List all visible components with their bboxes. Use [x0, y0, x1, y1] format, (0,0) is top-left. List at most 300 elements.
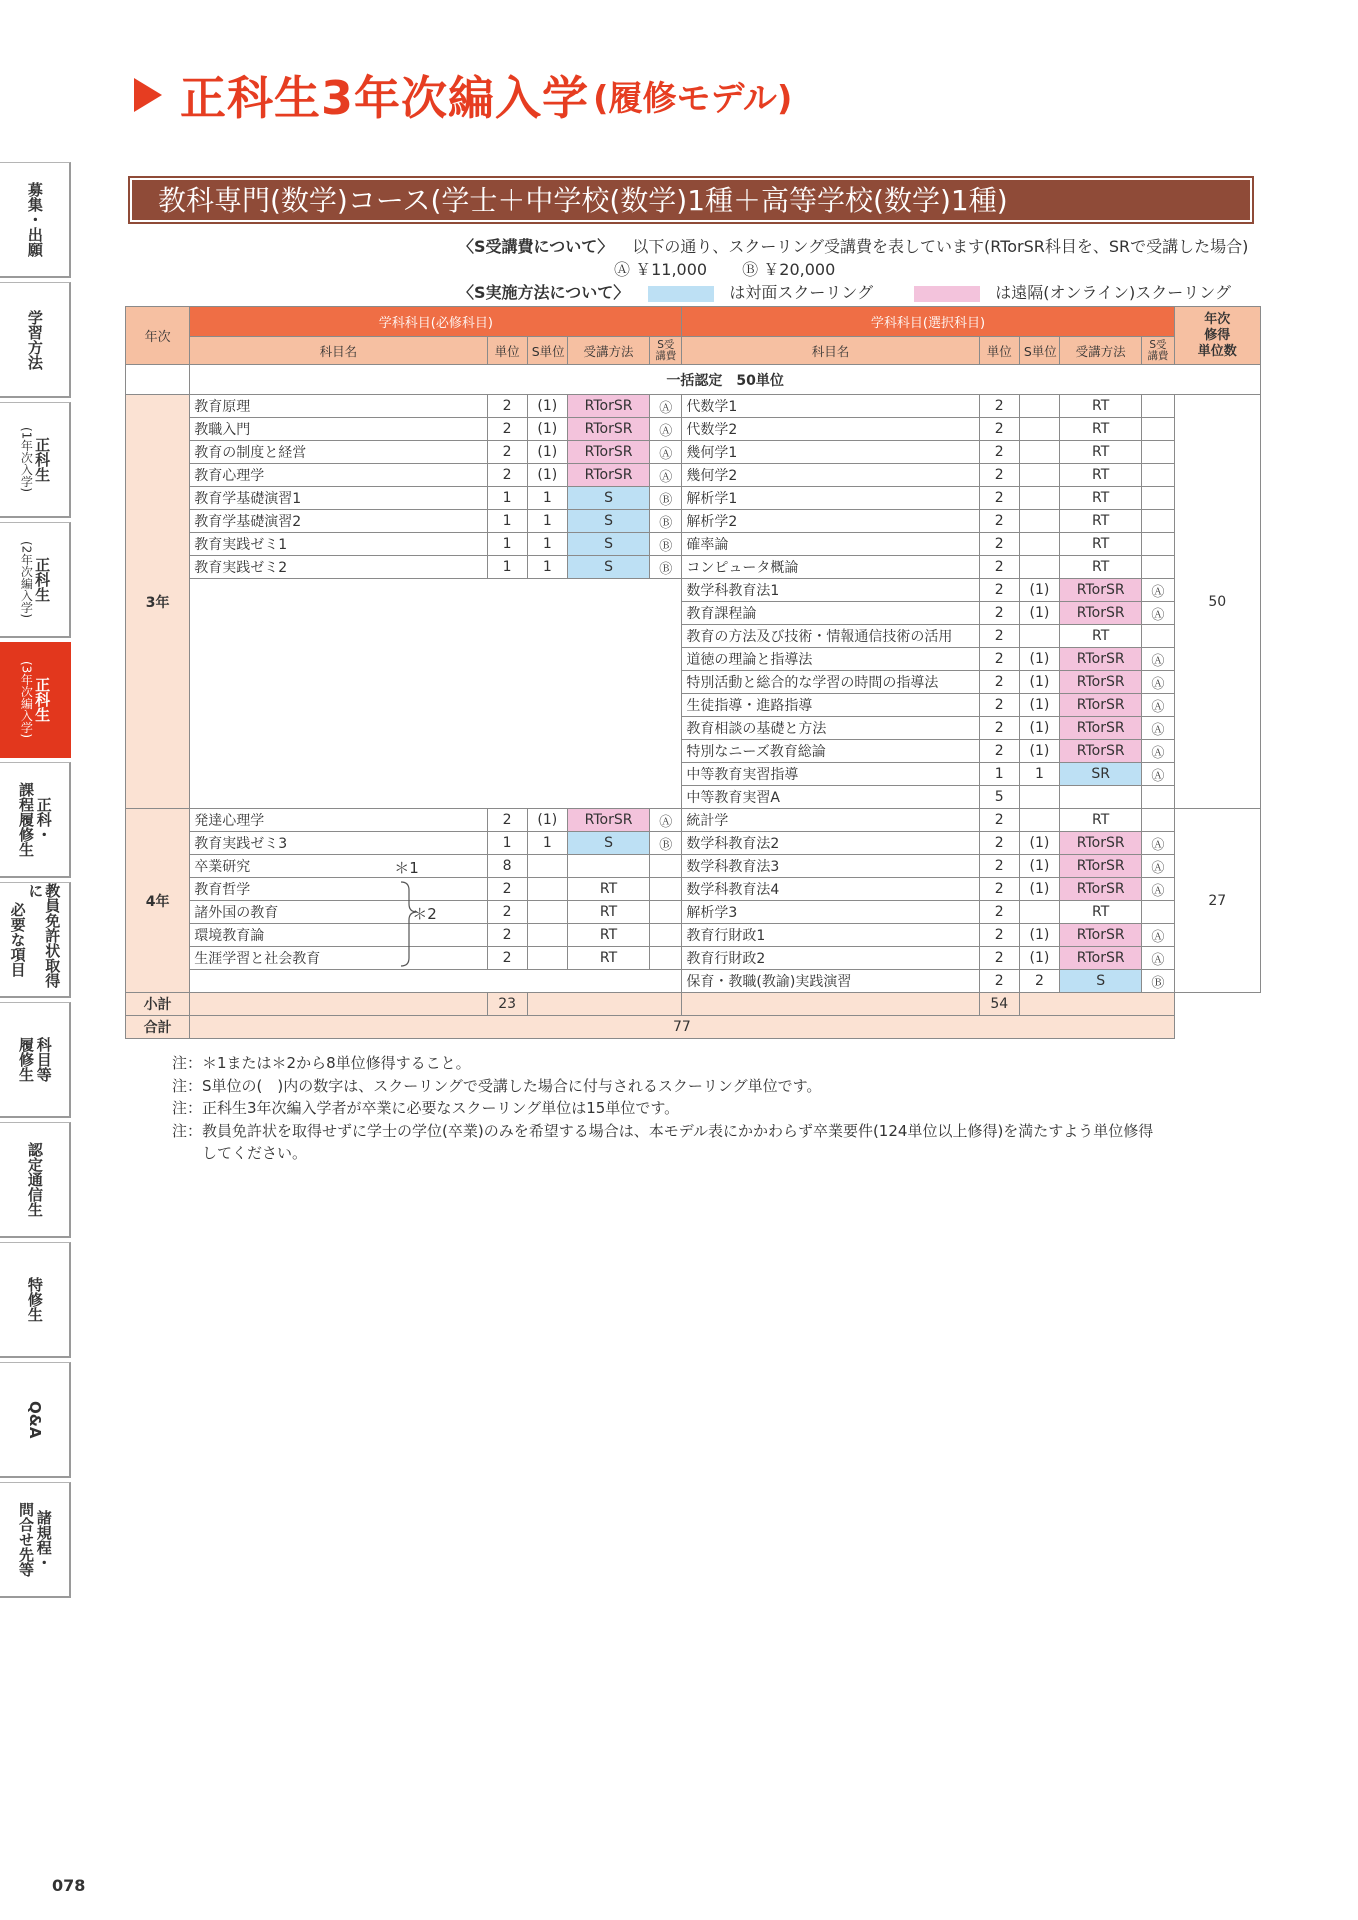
elective-unit: 2 — [979, 901, 1019, 924]
elective-s-unit: (1) — [1019, 924, 1059, 947]
elective-subject-name: 幾何学2 — [682, 464, 979, 487]
required-method: RTorSR — [567, 418, 649, 441]
empty-cell — [1174, 993, 1260, 1016]
required-s-unit: 1 — [527, 510, 567, 533]
required-subject-name: 教育心理学 — [190, 464, 487, 487]
required-subject-name: 諸外国の教育 ＊2 — [190, 901, 487, 924]
elective-fee — [1142, 556, 1174, 579]
elective-s-unit: (1) — [1019, 648, 1059, 671]
table-row — [126, 418, 1261, 441]
fee-values — [614, 257, 835, 280]
side-tab-label: Q&A — [25, 1400, 44, 1439]
side-tab-label: 正科生 — [33, 677, 52, 722]
required-s-unit: (1) — [527, 441, 567, 464]
empty-cell — [126, 365, 190, 395]
table-row — [126, 441, 1261, 464]
elective-unit: 2 — [979, 464, 1019, 487]
annual-credits-header: 年次 修得 単位数 — [1174, 307, 1260, 365]
required-unit: 2 — [487, 901, 527, 924]
elective-s-unit: (1) — [1019, 878, 1059, 901]
elective-method: RT — [1060, 487, 1142, 510]
elective-unit: 2 — [979, 694, 1019, 717]
required-method: S — [567, 533, 649, 556]
table-row — [126, 832, 1261, 855]
side-tab-4[interactable] — [0, 522, 71, 638]
in-person-legend: は対面スクーリング — [729, 283, 874, 302]
required-fee — [650, 947, 682, 970]
s-unit-header: S単位 — [1019, 337, 1059, 365]
elective-s-unit — [1019, 901, 1059, 924]
page-subtitle: (履修モデル) — [593, 78, 793, 119]
side-tab-label: 募集・出願 — [25, 182, 44, 257]
required-method: RTorSR — [567, 395, 649, 418]
table-row — [126, 924, 1261, 947]
elective-s-unit — [1019, 441, 1059, 464]
required-method: RT — [567, 901, 649, 924]
required-unit: 2 — [487, 947, 527, 970]
elective-unit: 2 — [979, 740, 1019, 763]
side-tab-1[interactable] — [0, 162, 71, 278]
required-unit: 2 — [487, 924, 527, 947]
side-tab-7[interactable] — [0, 882, 71, 998]
elective-s-unit: (1) — [1019, 717, 1059, 740]
table-row — [126, 579, 1261, 602]
required-subject-name: 教育実践ゼミ2 — [190, 556, 487, 579]
required-unit: 1 — [487, 832, 527, 855]
header-row — [126, 307, 1261, 337]
fee-b: Ⓑ ￥20,000 — [742, 260, 836, 279]
side-tab-label: (2年次編入学) — [19, 541, 34, 618]
elective-unit: 2 — [979, 602, 1019, 625]
required-unit: 8 — [487, 855, 527, 878]
elective-subject-name: 確率論 — [682, 533, 979, 556]
required-method: S — [567, 556, 649, 579]
course-title: 教科専門(数学)コース(学士＋中学校(数学)1種＋高等学校(数学)1種) — [129, 177, 1253, 223]
required-s-unit — [527, 924, 567, 947]
required-method: S — [567, 487, 649, 510]
footnote-mark: ＊2 — [412, 905, 437, 923]
required-subject-name: 教育実践ゼミ1 — [190, 533, 487, 556]
elective-fee — [1142, 786, 1174, 809]
elective-unit: 1 — [979, 763, 1019, 786]
elective-subject-name: 保育・教職(教諭)実践演習 — [682, 970, 979, 993]
elective-fee — [1142, 625, 1174, 648]
required-unit: 2 — [487, 878, 527, 901]
required-s-unit — [527, 901, 567, 924]
s-fee-header: S受 講費 — [1142, 337, 1174, 365]
method-header: 受講方法 — [1060, 337, 1142, 365]
s-unit-header: S単位 — [527, 337, 567, 365]
elective-fee: Ⓐ — [1142, 579, 1174, 602]
side-tab-label: 学習方法 — [25, 309, 44, 370]
elective-unit: 2 — [979, 671, 1019, 694]
in-person-swatch — [648, 286, 714, 302]
elective-s-unit — [1019, 418, 1059, 441]
side-tab-9[interactable] — [0, 1122, 71, 1238]
elective-unit: 2 — [979, 717, 1019, 740]
fee-a: Ⓐ ￥11,000 — [614, 260, 708, 279]
elective-s-unit: 1 — [1019, 763, 1059, 786]
table-row — [126, 947, 1261, 970]
elective-method: RTorSR — [1060, 579, 1142, 602]
required-s-unit: (1) — [527, 464, 567, 487]
elective-subject-name: 代数学2 — [682, 418, 979, 441]
required-s-unit: 1 — [527, 533, 567, 556]
elective-unit: 2 — [979, 970, 1019, 993]
elective-subject-name: コンピュータ概論 — [682, 556, 979, 579]
required-subject-name: 教育実践ゼミ3 — [190, 832, 487, 855]
side-tab-label: 必要な項目 — [8, 902, 27, 977]
side-tab-5[interactable] — [0, 642, 71, 758]
required-method: RT — [567, 878, 649, 901]
elective-s-unit: (1) — [1019, 740, 1059, 763]
elective-s-unit: (1) — [1019, 855, 1059, 878]
note-line: 注：＊1または＊2から8単位修得すること。 — [172, 1054, 471, 1072]
elective-method: RT — [1060, 510, 1142, 533]
required-unit: 1 — [487, 556, 527, 579]
fee-info-label: 〈S受講費について〉 — [458, 237, 614, 256]
required-fee: Ⓑ — [650, 556, 682, 579]
side-tab-label: (1年次入学) — [19, 427, 34, 492]
table-row — [126, 395, 1261, 418]
elective-method: RT — [1060, 556, 1142, 579]
brace-icon — [399, 880, 429, 972]
method-info-label: 〈S実施方法について〉 — [458, 283, 630, 302]
elective-fee — [1142, 395, 1174, 418]
required-subject-name: 発達心理学 — [190, 809, 487, 832]
elective-subject-name: 特別なニーズ教育総論 — [682, 740, 979, 763]
elective-fee: Ⓐ — [1142, 694, 1174, 717]
elective-method: RT — [1060, 418, 1142, 441]
side-tab-label: 正科生 — [33, 557, 52, 602]
required-subject-name: 教育学基礎演習2 — [190, 510, 487, 533]
required-subject-name: 環境教育論 — [190, 924, 487, 947]
elective-fee — [1142, 901, 1174, 924]
required-fee: Ⓑ — [650, 832, 682, 855]
elective-unit: 2 — [979, 487, 1019, 510]
required-subject-name: 教育の制度と経営 — [190, 441, 487, 464]
side-tab-2[interactable] — [0, 282, 71, 398]
elective-unit: 5 — [979, 786, 1019, 809]
unit-header: 単位 — [979, 337, 1019, 365]
elective-subject-name: 代数学1 — [682, 395, 979, 418]
required-method: RTorSR — [567, 441, 649, 464]
bundle-row — [126, 365, 1261, 395]
course-model-table — [125, 306, 1261, 1039]
side-tab-label: 教員免許状取得に — [26, 883, 62, 988]
required-s-unit: (1) — [527, 809, 567, 832]
required-header: 学科科目(必修科目) — [190, 307, 682, 337]
elective-subject-name: 数学科教育法2 — [682, 832, 979, 855]
year-4-credits: 27 — [1174, 809, 1260, 993]
side-tab-label: (3年次編入学) — [19, 661, 34, 738]
elective-method: RTorSR — [1060, 947, 1142, 970]
elective-unit: 2 — [979, 924, 1019, 947]
elective-s-unit — [1019, 510, 1059, 533]
triangle-marker-icon — [134, 78, 162, 112]
required-s-unit: 1 — [527, 487, 567, 510]
elective-subject-name: 教育相談の基礎と方法 — [682, 717, 979, 740]
required-unit: 1 — [487, 487, 527, 510]
elective-unit: 2 — [979, 809, 1019, 832]
elective-fee — [1142, 441, 1174, 464]
elective-s-unit: 2 — [1019, 970, 1059, 993]
side-tab-11[interactable] — [0, 1362, 71, 1478]
elective-method: SR — [1060, 763, 1142, 786]
elective-fee: Ⓐ — [1142, 740, 1174, 763]
year-3-credits: 50 — [1174, 395, 1260, 809]
elective-method: RT — [1060, 533, 1142, 556]
side-tab-label: 認定通信生 — [25, 1142, 44, 1217]
elective-subject-name: 数学科教育法3 — [682, 855, 979, 878]
page-title: 正科生3年次編入学 — [180, 71, 590, 125]
note-line: 注：教員免許状を取得せずに学士の学位(卒業)のみを希望する場合は、本モデル表にかかわらず卒業要件(124単位以上修得)を満たすよう単位修得 — [172, 1121, 1154, 1140]
elective-subject-name: 解析学2 — [682, 510, 979, 533]
side-tab-10[interactable] — [0, 1242, 71, 1358]
table-row — [126, 855, 1261, 878]
elective-method: RTorSR — [1060, 717, 1142, 740]
elective-subject-name: 解析学1 — [682, 487, 979, 510]
elective-method: RTorSR — [1060, 832, 1142, 855]
required-s-unit — [527, 947, 567, 970]
elective-fee: Ⓐ — [1142, 947, 1174, 970]
elective-subject-name: 教育課程論 — [682, 602, 979, 625]
elective-s-unit — [1019, 395, 1059, 418]
elective-unit: 2 — [979, 556, 1019, 579]
elective-fee: Ⓐ — [1142, 924, 1174, 947]
side-tab-6[interactable] — [0, 762, 71, 878]
required-fee — [650, 924, 682, 947]
elective-method: RT — [1060, 625, 1142, 648]
elective-fee — [1142, 510, 1174, 533]
method-header: 受講方法 — [567, 337, 649, 365]
elective-method: RTorSR — [1060, 671, 1142, 694]
subtotal-elective: 54 — [979, 993, 1019, 1016]
elective-s-unit — [1019, 487, 1059, 510]
elective-s-unit: (1) — [1019, 694, 1059, 717]
elective-subject-name: 数学科教育法4 — [682, 878, 979, 901]
elective-s-unit: (1) — [1019, 602, 1059, 625]
empty-cell — [1019, 993, 1174, 1016]
elective-s-unit — [1019, 809, 1059, 832]
elective-fee: Ⓐ — [1142, 717, 1174, 740]
required-fee: Ⓑ — [650, 533, 682, 556]
elective-method: S — [1060, 970, 1142, 993]
page-number: 078 — [52, 1876, 86, 1895]
elective-fee: Ⓐ — [1142, 602, 1174, 625]
required-method: RT — [567, 947, 649, 970]
method-info — [458, 280, 1231, 303]
required-subject-name: 教育原理 — [190, 395, 487, 418]
elective-s-unit: (1) — [1019, 832, 1059, 855]
total-row — [126, 1016, 1261, 1039]
elective-s-unit — [1019, 533, 1059, 556]
elective-unit: 2 — [979, 395, 1019, 418]
required-subject-name: 教職入門 — [190, 418, 487, 441]
elective-subject-name: 解析学3 — [682, 901, 979, 924]
notes — [172, 1052, 1153, 1165]
required-method: S — [567, 510, 649, 533]
empty-cell — [682, 993, 979, 1016]
elective-unit: 2 — [979, 648, 1019, 671]
elective-s-unit — [1019, 786, 1059, 809]
elective-s-unit — [1019, 464, 1059, 487]
elective-s-unit — [1019, 625, 1059, 648]
page-heading — [134, 62, 792, 128]
required-method: S — [567, 832, 649, 855]
required-unit: 1 — [487, 533, 527, 556]
required-s-unit: (1) — [527, 395, 567, 418]
side-tab-label: 課程履修生 — [17, 782, 35, 857]
elective-subject-name: 教育行財政2 — [682, 947, 979, 970]
elective-subject-name: 教育行財政1 — [682, 924, 979, 947]
elective-method: RTorSR — [1060, 855, 1142, 878]
elective-unit: 2 — [979, 533, 1019, 556]
side-tab-label: 正科生 — [33, 437, 52, 482]
required-fee: Ⓐ — [650, 809, 682, 832]
subtotal-label: 小計 — [126, 993, 190, 1016]
elective-fee — [1142, 418, 1174, 441]
subtotal-required: 23 — [487, 993, 527, 1016]
elective-method: RTorSR — [1060, 602, 1142, 625]
required-fee: Ⓐ — [650, 441, 682, 464]
side-tab-8[interactable] — [0, 1002, 71, 1118]
side-tab-12[interactable] — [0, 1482, 71, 1598]
online-swatch — [914, 286, 980, 302]
elective-unit: 2 — [979, 579, 1019, 602]
required-fee: Ⓐ — [650, 395, 682, 418]
side-tab-label: 特修生 — [25, 1277, 44, 1322]
required-method: RT — [567, 924, 649, 947]
elective-unit: 2 — [979, 947, 1019, 970]
elective-fee: Ⓑ — [1142, 970, 1174, 993]
table-row — [126, 878, 1261, 901]
required-s-unit: 1 — [527, 832, 567, 855]
required-fee: Ⓐ — [650, 418, 682, 441]
required-subject-name: 卒業研究 ＊1 — [190, 855, 487, 878]
elective-s-unit — [1019, 556, 1059, 579]
unit-header: 単位 — [487, 337, 527, 365]
required-fee: Ⓑ — [650, 487, 682, 510]
side-tab-label: 問合せ先等 — [17, 1502, 35, 1577]
elective-fee — [1142, 533, 1174, 556]
side-tab-3[interactable] — [0, 402, 71, 518]
footnote-mark: ＊1 — [394, 859, 419, 877]
table-row — [126, 970, 1261, 993]
side-tab-label: 科目等 — [34, 1037, 53, 1082]
elective-fee: Ⓐ — [1142, 832, 1174, 855]
required-unit: 1 — [487, 510, 527, 533]
required-fee — [650, 855, 682, 878]
elective-subject-name: 教育の方法及び技術・情報通信技術の活用 — [682, 625, 979, 648]
required-s-unit — [527, 878, 567, 901]
required-s-unit: 1 — [527, 556, 567, 579]
total-value: 77 — [190, 1016, 1174, 1039]
elective-method: RTorSR — [1060, 648, 1142, 671]
elective-fee: Ⓐ — [1142, 648, 1174, 671]
table-row — [126, 809, 1261, 832]
empty-cell — [190, 993, 487, 1016]
elective-s-unit: (1) — [1019, 579, 1059, 602]
required-fee — [650, 878, 682, 901]
elective-subject-name: 中等教育実習指導 — [682, 763, 979, 786]
required-subject-name: 教育哲学 — [190, 878, 487, 901]
elective-fee: Ⓐ — [1142, 878, 1174, 901]
required-fee — [650, 901, 682, 924]
table-row — [126, 487, 1261, 510]
elective-method: RTorSR — [1060, 924, 1142, 947]
required-s-unit: (1) — [527, 418, 567, 441]
required-fee: Ⓑ — [650, 510, 682, 533]
required-unit: 2 — [487, 809, 527, 832]
elective-subject-name: 道徳の理論と指導法 — [682, 648, 979, 671]
subject-name-header: 科目名 — [682, 337, 979, 365]
required-method — [567, 855, 649, 878]
elective-unit: 2 — [979, 418, 1019, 441]
bundle-credit: 一括認定 50単位 — [190, 365, 1261, 395]
subtotal-row — [126, 993, 1261, 1016]
elective-fee: Ⓐ — [1142, 855, 1174, 878]
elective-unit: 2 — [979, 832, 1019, 855]
elective-unit: 2 — [979, 855, 1019, 878]
required-subject-name: 教育学基礎演習1 — [190, 487, 487, 510]
elective-fee — [1142, 809, 1174, 832]
table-row — [126, 533, 1261, 556]
elective-subject-name: 数学科教育法1 — [682, 579, 979, 602]
total-label: 合計 — [126, 1016, 190, 1039]
subject-name-header: 科目名 — [190, 337, 487, 365]
elective-s-unit: (1) — [1019, 671, 1059, 694]
required-s-unit — [527, 855, 567, 878]
table-row — [126, 464, 1261, 487]
elective-method: RT — [1060, 901, 1142, 924]
required-unit: 2 — [487, 464, 527, 487]
required-fee: Ⓐ — [650, 464, 682, 487]
table-row — [126, 510, 1261, 533]
elective-unit: 2 — [979, 625, 1019, 648]
s-fee-header: S受 講費 — [650, 337, 682, 365]
note-line: 注：正科生3年次編入学者が卒業に必要なスクーリング単位は15単位です。 — [172, 1099, 680, 1117]
elective-method: RTorSR — [1060, 694, 1142, 717]
table-row — [126, 556, 1261, 579]
elective-method: RT — [1060, 395, 1142, 418]
empty-cell — [527, 993, 682, 1016]
elective-method: RTorSR — [1060, 878, 1142, 901]
elective-subject-name: 生徒指導・進路指導 — [682, 694, 979, 717]
required-subject-name: 生涯学習と社会教育 — [190, 947, 487, 970]
elective-subject-name: 幾何学1 — [682, 441, 979, 464]
fee-info-text: 以下の通り、スクーリング受講費を表しています(RTorSR科目を、SRで受講した場合) — [632, 237, 1249, 256]
table-row — [126, 901, 1261, 924]
elective-method: RT — [1060, 809, 1142, 832]
required-method: RTorSR — [567, 464, 649, 487]
elective-header: 学科科目(選択科目) — [682, 307, 1174, 337]
side-tab-label: 履修生 — [17, 1037, 35, 1082]
note-line: してください。 — [172, 1144, 308, 1162]
year-3-label: 3年 — [126, 395, 190, 809]
elective-fee: Ⓐ — [1142, 671, 1174, 694]
elective-method: RTorSR — [1060, 740, 1142, 763]
elective-subject-name: 統計学 — [682, 809, 979, 832]
required-unit: 2 — [487, 441, 527, 464]
elective-fee — [1142, 487, 1174, 510]
required-unit: 2 — [487, 418, 527, 441]
elective-s-unit: (1) — [1019, 947, 1059, 970]
empty-cell — [1174, 1016, 1260, 1039]
elective-subject-name: 中等教育実習A — [682, 786, 979, 809]
year-4-label: 4年 — [126, 809, 190, 993]
empty-block — [190, 579, 682, 809]
